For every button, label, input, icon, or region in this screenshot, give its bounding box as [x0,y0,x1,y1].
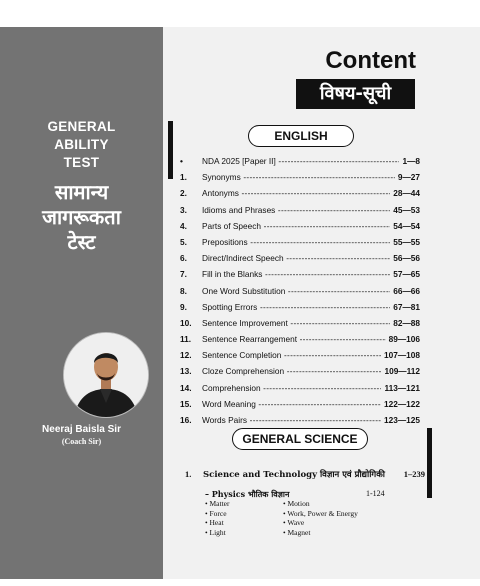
toc-pages: 89—106 [388,334,420,345]
toc-title: Words Pairs ----- [202,415,381,425]
toc-row [180,221,420,237]
toc-row [180,383,420,399]
toc-row [180,188,420,204]
toc-row [180,237,420,253]
toc-num: 8. [180,285,187,296]
toc-title: Spotting Errors ----- [202,302,390,312]
sidebar-title-line: ABILITY [54,137,109,152]
sidebar-hindi-line: जागरूकता [42,205,121,229]
toc-title: Prepositions ----- [202,237,390,247]
toc-num: • [180,156,183,166]
toc-row [180,205,420,221]
toc-num: 3. [180,204,187,215]
toc-num: 11. [180,334,192,345]
toc-num: 7. [180,269,187,280]
author-role: (Coach Sir) [61,437,102,446]
sidebar-title-line: GENERAL [47,119,116,134]
toc-title: Direct/Indirect Speech ----- [202,253,390,263]
toc-pages: 123—125 [384,415,420,425]
toc-title: Sentence Completion ----- [202,350,381,360]
toc-pages: 67—81 [393,301,420,312]
sidebar-panel [0,27,163,579]
science-bullets-left [205,499,230,537]
bullet-item: • Heat [205,518,230,528]
sidebar-hindi-line: सामान्य [54,180,109,204]
toc-row [180,253,420,269]
toc-num: 9. [180,301,187,312]
toc-pages: 45—53 [393,204,420,215]
toc-title: Sentence Rearrangement ----- [202,334,386,344]
toc-title: NDA 2025 [Paper II] ----- [202,156,399,166]
toc-row [180,366,420,382]
english-toc [180,156,420,431]
science-item-pages: 1–239 [403,469,425,479]
toc-num: 1. [180,172,187,183]
toc-row [180,350,420,366]
toc-num: 12. [180,350,192,361]
page-title: Content [325,47,416,74]
toc-pages: 122—122 [384,398,420,409]
toc-row [180,334,420,350]
toc-pages: 55—55 [393,236,420,247]
toc-title: Antonyms ----- [202,188,390,198]
toc-title: Comprehension ----- [202,383,381,393]
toc-num: 6. [180,253,187,264]
person-avatar-icon [64,333,148,417]
sidebar-title-line: TEST [63,155,100,170]
sidebar-hindi-title [0,180,163,255]
bullet-item: • Wave [283,518,358,528]
toc-pages: 9—27 [397,172,420,183]
toc-row [180,399,420,415]
toc-pages: 57—65 [393,269,420,280]
science-subsection-pages: 1-124 [366,489,385,498]
toc-row [180,172,420,188]
toc-pages: 66—66 [393,285,420,296]
science-item [185,469,425,480]
toc-title: Word Meaning ----- [202,399,381,409]
toc-num: 14. [180,382,192,393]
toc-num: 2. [180,188,187,199]
toc-title: Fill in the Blanks ----- [202,269,390,279]
author-name: Neeraj Baisla Sir [42,424,121,435]
toc-title: One Word Substitution ----- [202,286,390,296]
science-item-num: 1. [185,469,192,479]
toc-num: 15. [180,398,192,409]
english-section-heading: ENGLISH [248,125,354,147]
sidebar-hindi-line: टेस्ट [67,230,96,254]
accent-bar-left [168,121,173,179]
accent-bar-right [427,428,432,498]
bullet-item: • Light [205,528,230,538]
toc-row [180,318,420,334]
bullet-item: • Magnet [283,528,358,538]
toc-row [180,286,420,302]
bullet-item: • Force [205,509,230,519]
science-bullets-right [283,499,358,537]
toc-pages: 107—108 [384,350,420,361]
toc-num: 16. [180,415,192,425]
toc-pages: 1—8 [402,156,420,166]
bullet-item: • Motion [283,499,358,509]
author-photo [63,332,149,418]
toc-num: 4. [180,220,187,231]
toc-title: Parts of Speech ----- [202,221,390,231]
toc-pages: 109—112 [384,366,420,377]
hindi-title-badge: विषय-सूची [296,79,415,109]
toc-pages: 54—54 [393,220,420,231]
toc-title: Cloze Comprehension ----- [202,366,381,376]
sidebar-title [0,118,163,172]
toc-pages: 82—88 [393,317,420,328]
toc-pages: 56—56 [393,253,420,264]
science-section-heading: GENERAL SCIENCE [232,428,368,450]
science-subsection-title: – Physics भौतिक विज्ञान [205,489,290,499]
toc-row [180,269,420,285]
toc-title: Idioms and Phrases ----- [202,205,390,215]
toc-row [180,156,420,172]
toc-num: 5. [180,236,187,247]
bullet-item: • Matter [205,499,230,509]
toc-row [180,302,420,318]
bullet-item: • Work, Power & Energy [283,509,358,519]
toc-num: 10. [180,317,192,328]
toc-pages: 113—121 [384,382,420,393]
toc-title: Synonyms ----- [202,172,395,182]
science-item-title: Science and Technology विज्ञान एवं प्रौद्योगिकी [203,470,385,480]
toc-num: 13. [180,366,192,377]
toc-pages: 28—44 [393,188,420,199]
toc-title: Sentence Improvement ----- [202,318,390,328]
